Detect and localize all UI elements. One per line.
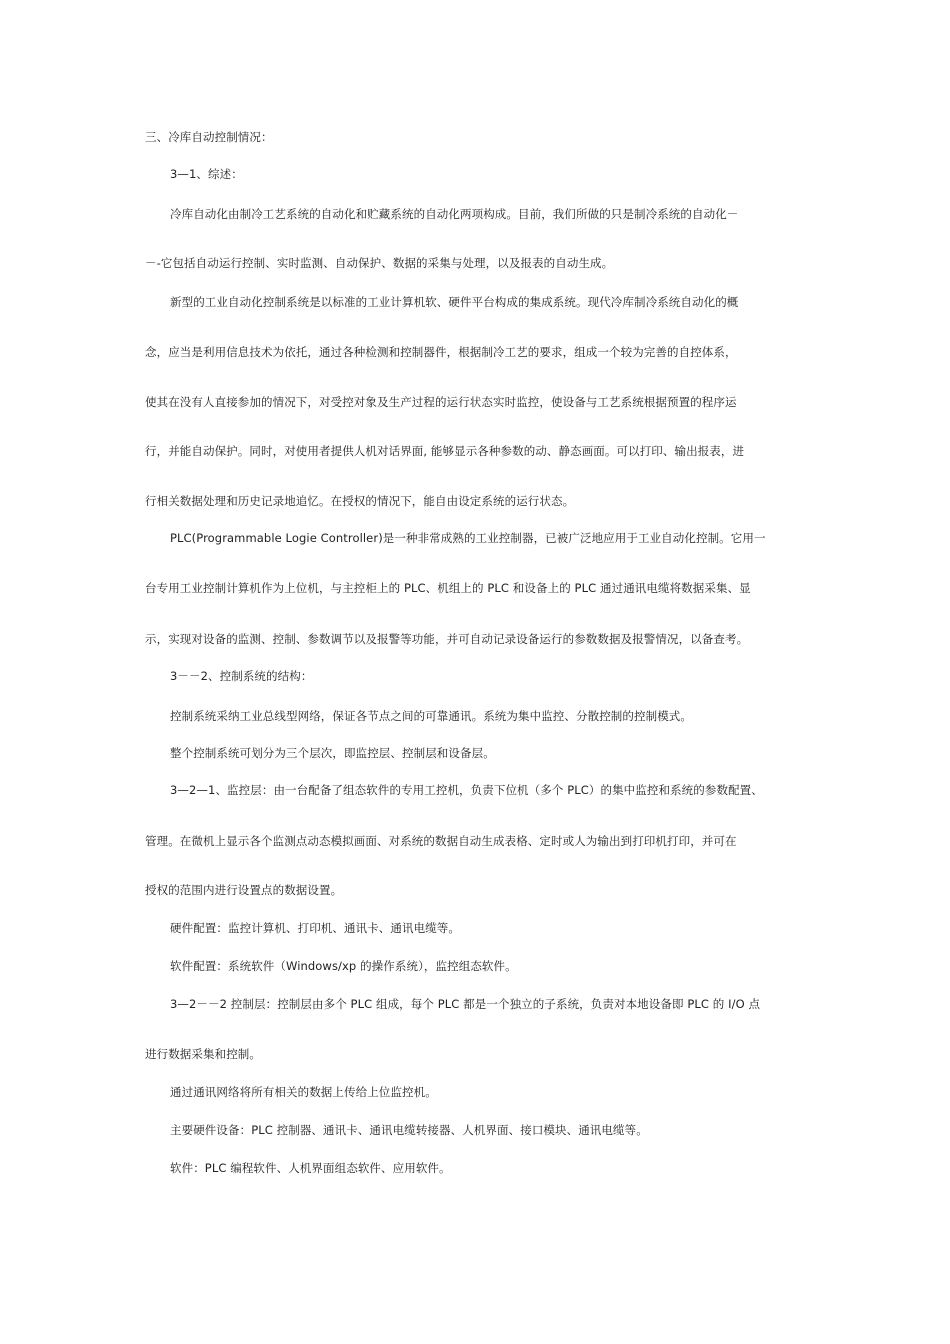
paragraph-line: 软件：PLC 编程软件、人机界面组态软件、应用软件。 — [170, 1161, 451, 1175]
paragraph-line: 控制系统采纳工业总线型网络，保证各节点之间的可靠通讯。系统为集中监控、分散控制的控制模式。 — [170, 709, 692, 723]
paragraph-line: 3—2－－2 控制层：控制层由多个 PLC 组成，每个 PLC 都是一个独立的子系统，负责对本地设备即 PLC 的 I/O 点 — [170, 997, 761, 1011]
paragraph-line: 进行数据采集和控制。 — [145, 1047, 261, 1061]
subsection-heading: 3－－2、控制系统的结构： — [170, 669, 313, 683]
paragraph-line: －-它包括自动运行控制、实时监测、自动保护、数据的采集与处理，以及报表的自动生成。 — [145, 256, 614, 270]
paragraph-line: 授权的范围内进行设置点的数据设置。 — [145, 883, 343, 897]
paragraph-line: 冷库自动化由制冷工艺系统的自动化和贮藏系统的自动化两项构成。目前，我们所做的只是制冷系统的自动化－ — [170, 207, 739, 221]
paragraph-line: 行，并能自动保护。同时，对使用者提供人机对话界面, 能够显示各种参数的动、静态画面。可以打印、输出报表，进 — [145, 444, 745, 458]
paragraph-line: 管理。在微机上显示各个监测点动态模拟画面、对系统的数据自动生成表格、定时或人为输出到打印机打印，并可在 — [145, 834, 737, 848]
section-heading: 三、冷库自动控制情况： — [145, 130, 273, 144]
paragraph-line: 念，应当是利用信息技术为依托，通过各种检测和控制器件，根据制冷工艺的要求，组成一个较为完善的自控体系， — [145, 345, 737, 359]
paragraph-line: 新型的工业自动化控制系统是以标准的工业计算机软、硬件平台构成的集成系统。现代冷库制冷系统自动化的概 — [170, 295, 739, 309]
paragraph-line: 整个控制系统可划分为三个层次，即监控层、控制层和设备层。 — [170, 746, 495, 760]
paragraph-line: 台专用工业控制计算机作为上位机，与主控柜上的 PLC、机组上的 PLC 和设备上的 PLC 通过通讯电缆将数据采集、显 — [145, 581, 751, 595]
paragraph-line: 行相关数据处理和历史记录地追忆。在授权的情况下，能自由设定系统的运行状态。 — [145, 494, 575, 508]
paragraph-line: 3—2—1、监控层：由一台配备了组态软件的专用工控机，负责下位机（多个 PLC）的集中监控和系统的参数配置、 — [170, 783, 763, 797]
subsection-heading: 3—1、综述： — [170, 167, 243, 181]
paragraph-line: PLC(Programmable Logie Controller)是一种非常成熟的工业控制器，已被广泛地应用于工业自动化控制。它用一 — [170, 531, 766, 545]
paragraph-line: 硬件配置：监控计算机、打印机、通讯卡、通讯电缆等。 — [170, 921, 460, 935]
paragraph-line: 示，实现对设备的监测、控制、参数调节以及报警等功能，并可自动记录设备运行的参数数据及报警情况，以备查考。 — [145, 632, 749, 646]
paragraph-line: 软件配置：系统软件（Windows/xp 的操作系统），监控组态软件。 — [170, 959, 517, 973]
paragraph-line: 使其在没有人直接参加的情况下，对受控对象及生产过程的运行状态实时监控，使设备与工艺系统根据预置的程序运 — [145, 395, 737, 409]
paragraph-line: 主要硬件设备：PLC 控制器、通讯卡、通讯电缆转接器、人机界面、接口模块、通讯电缆等。 — [170, 1123, 648, 1137]
paragraph-line: 通过通讯网络将所有相关的数据上传给上位监控机。 — [170, 1085, 437, 1099]
